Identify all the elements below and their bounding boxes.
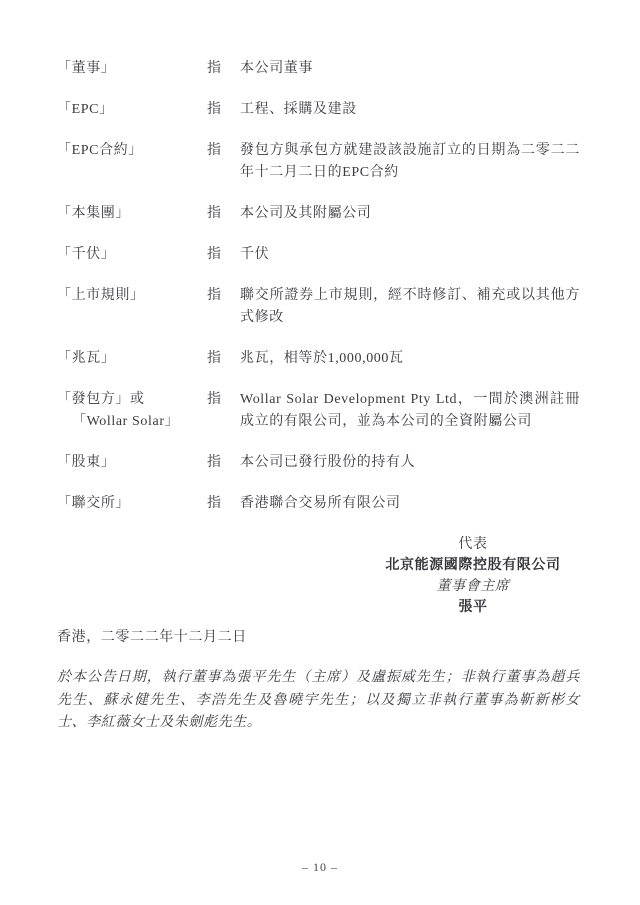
dateline: 香港，二零二二年十二月二日 [57, 630, 247, 645]
definition-term [57, 99, 207, 121]
definition-row [57, 244, 580, 266]
definition-term [57, 493, 207, 515]
definition-row [57, 493, 580, 515]
definition-indicator: 指 [207, 496, 222, 511]
definition-term-text: 「千伏」 [57, 247, 116, 262]
page-number: – 10 – [302, 860, 338, 874]
definition-indicator: 指 [207, 102, 222, 117]
definition-row [57, 58, 580, 80]
definition-indicator: 指 [207, 61, 222, 76]
definition-term-line2: 「Wollar Solar」 [72, 414, 180, 429]
signature-block [366, 534, 580, 618]
definition-text: 發包方與承包方就建設該設施訂立的日期為二零二二年十二月二日的EPC合約 [240, 143, 580, 180]
definition-term [57, 452, 207, 474]
definition-text: 千伏 [240, 247, 270, 262]
definition-text: 本公司已發行股份的持有人 [240, 455, 416, 470]
definition-indicator: 指 [207, 247, 222, 262]
definition-row [57, 99, 580, 121]
definition-indicator: 指 [207, 143, 222, 158]
signature-on-behalf: 代表 [458, 537, 488, 552]
definition-term-text: 「聯交所」 [57, 496, 130, 511]
definition-indicator: 指 [207, 288, 222, 303]
definition-term-text: 「EPC合約」 [57, 143, 143, 158]
definition-row [57, 285, 580, 329]
definition-row [57, 348, 580, 370]
definition-term [57, 348, 207, 370]
signature-name: 張平 [458, 600, 488, 615]
directors-note: 於本公告日期，執行董事為張平先生（主席）及盧振威先生；非執行董事為趙兵先生、蘇永健先生、李浩先生及魯曉宇先生；以及獨立非執行董事為靳新彬女士、李紅薇女士及朱劍彪先生。 [57, 670, 580, 730]
definition-text: 本公司董事 [240, 61, 313, 76]
definition-term-text: 「上市規則」 [57, 288, 145, 303]
definition-term-text: 「股東」 [57, 455, 116, 470]
definition-term-text: 「董事」 [57, 61, 116, 76]
definition-text: 本公司及其附屬公司 [240, 206, 372, 221]
signature-title: 董事會主席 [436, 579, 510, 594]
definition-row [57, 452, 580, 474]
definition-text: 香港聯合交易所有限公司 [240, 496, 401, 511]
definition-term [57, 203, 207, 225]
definition-term-text: 「兆瓦」 [57, 351, 116, 366]
definition-indicator: 指 [207, 392, 222, 407]
definition-indicator: 指 [207, 351, 222, 366]
definition-term-text: 「EPC」 [57, 102, 114, 117]
definition-indicator: 指 [207, 455, 222, 470]
definition-term [57, 389, 207, 433]
signature-company: 北京能源國際控股有限公司 [385, 558, 561, 573]
definition-text: Wollar Solar Development Pty Ltd，一間於澳洲註冊成立的有限公司，並為本公司的全資附屬公司 [240, 392, 580, 429]
definition-term-text: 「本集團」 [57, 206, 130, 221]
definitions-section [57, 58, 580, 735]
definition-term [57, 58, 207, 80]
page-footer [0, 860, 640, 875]
definition-term [57, 244, 207, 266]
definition-text: 聯交所證券上市規則，經不時修訂、補充或以其他方式修改 [240, 288, 580, 325]
definition-text: 兆瓦，相等於1,000,000瓦 [240, 351, 404, 366]
definition-term-text: 「發包方」或 [57, 392, 145, 407]
definition-row [57, 389, 580, 433]
definition-row [57, 203, 580, 225]
definition-term [57, 285, 207, 329]
definition-indicator: 指 [207, 206, 222, 221]
definition-text: 工程、採購及建設 [240, 102, 357, 117]
definition-row [57, 140, 580, 184]
definition-term [57, 140, 207, 184]
